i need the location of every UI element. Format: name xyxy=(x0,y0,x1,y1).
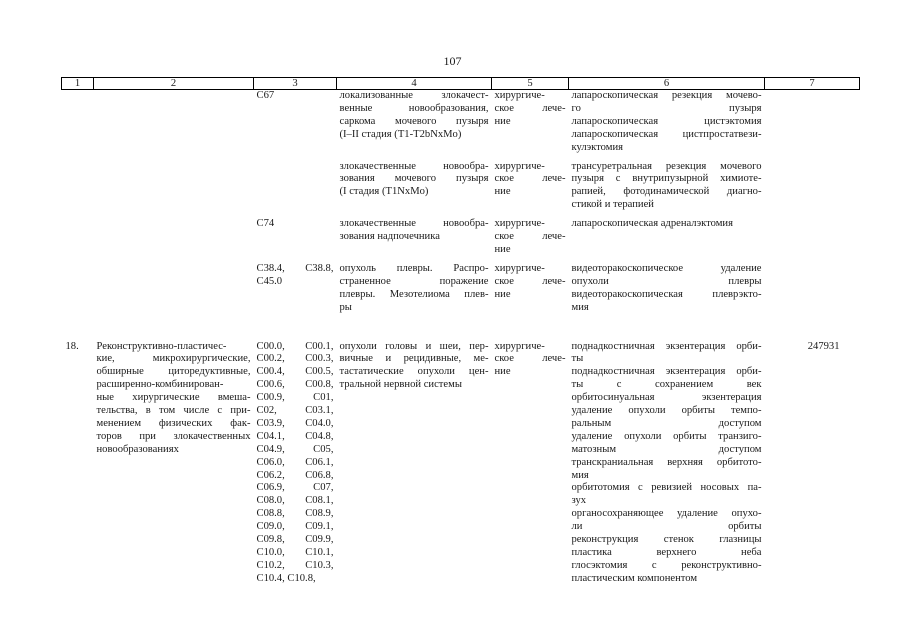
icd-codes xyxy=(254,257,337,315)
row-number xyxy=(62,257,94,315)
text-line: злокачественные новообра- xyxy=(339,160,489,172)
text-line: тастатические опухоли цен- xyxy=(339,366,489,378)
text-line: Реконструктивно-пластичес- xyxy=(96,340,227,352)
text-line: ние xyxy=(494,366,511,378)
table-body xyxy=(62,90,860,586)
text-line: торов при злокачественных xyxy=(96,430,251,442)
text-line: мия xyxy=(571,301,589,313)
price xyxy=(765,212,860,257)
text-line: удаление опухоли орбиты темпо- xyxy=(571,405,762,417)
row-number xyxy=(62,155,94,213)
text-line: вичные и рецидивные, ме- xyxy=(339,353,489,365)
icd-code-line: C06.2, C06.8, xyxy=(256,469,334,481)
row-number xyxy=(62,315,94,586)
icd-code-line: C10.4, C10.8, xyxy=(256,572,316,584)
icd-code-line: C10.0, C10.1, xyxy=(256,547,334,558)
treatment-type xyxy=(492,315,569,586)
icd-codes xyxy=(254,212,337,257)
table-row xyxy=(62,257,860,315)
icd-code-line: C04.9, C05, xyxy=(256,443,334,455)
text-line: зования надпочечника xyxy=(339,231,440,243)
procedure-group-name xyxy=(94,90,254,155)
text-line: трансуретральная резекция мочевого xyxy=(571,160,762,172)
text-line: органосохраняющее удаление опухо- xyxy=(571,508,762,520)
text-line: опухоли головы и шеи, пер- xyxy=(339,340,489,352)
diagnosis-description xyxy=(337,155,492,213)
text-line: ли орбиты xyxy=(571,521,762,533)
text-line: хирургиче- xyxy=(494,340,545,352)
text-line: кулэктомия xyxy=(571,141,623,153)
text-line: реконструкция стенок глазницы xyxy=(571,534,762,546)
header-row xyxy=(62,78,860,90)
column-header: 5 xyxy=(492,78,569,90)
icd-code-line: C00.9, C01, xyxy=(256,392,334,404)
text-line: стикой и терапией xyxy=(571,199,654,211)
text-line: тральной нервной системы xyxy=(339,379,462,391)
text-line: саркома мочевого пузыря xyxy=(339,115,489,127)
text-line: ты с сохранением век xyxy=(571,379,762,391)
text-line: транскраниальная верхняя орбитото- xyxy=(571,456,762,468)
text-line: поднадкостничная экзентерация орби- xyxy=(571,340,762,352)
text-line: ральным доступом xyxy=(571,417,762,429)
text-line: пластическим компонентом xyxy=(571,572,698,584)
text-line: матозным доступом xyxy=(571,443,762,455)
text-line: ское лече- xyxy=(494,275,566,287)
icd-codes xyxy=(254,315,337,586)
text-line: орбитотомия с ревизией носовых па- xyxy=(571,482,762,494)
text-line: мия xyxy=(571,469,589,481)
diagnosis-description xyxy=(337,90,492,155)
text-line: пузыря с внутрипузырной химиоте- xyxy=(571,173,762,185)
text-line: опухоли плевры xyxy=(571,275,762,287)
icd-codes xyxy=(254,90,337,155)
icd-code-line: C03.9, C04.0, xyxy=(256,417,334,429)
page-number: 107 xyxy=(443,54,462,68)
text-line: страненное поражение xyxy=(339,275,489,287)
text-line: менением физических фак- xyxy=(96,417,251,429)
text-line: злокачественные новообра- xyxy=(339,218,489,230)
text-line: лапароскопическая цистэктомия xyxy=(571,115,762,127)
procedure-group-name xyxy=(94,257,254,315)
text-line: кие, микрохирургические, xyxy=(96,353,251,365)
icd-code-line: C38.4, C38.8, xyxy=(256,262,334,274)
treatment-methods xyxy=(569,212,765,257)
text-line: ные хирургические вмеша- xyxy=(96,392,251,404)
icd-code-line: C00.0, C00.1, xyxy=(256,340,334,352)
icd-code-line: C06.0, C06.1, xyxy=(256,456,334,468)
table-row xyxy=(62,90,860,155)
text-line: хирургиче- xyxy=(494,262,545,274)
price xyxy=(765,257,860,315)
icd-code-line: C00.4, C00.5, xyxy=(256,366,334,378)
text-line: (I–II стадия (T1-T2bNxMo) xyxy=(339,128,462,140)
text-line: зования мочевого пузыря xyxy=(339,173,489,185)
treatment-methods xyxy=(569,90,765,155)
table-row xyxy=(62,212,860,257)
icd-code-line: C04.1, C04.8, xyxy=(256,430,334,442)
table-row xyxy=(62,315,860,586)
text-line: ры xyxy=(339,301,352,313)
text-line: ское лече- xyxy=(494,102,566,114)
text-line: ние xyxy=(494,288,511,300)
procedures-table xyxy=(61,77,860,586)
treatment-type xyxy=(492,257,569,315)
procedure-group-name xyxy=(94,155,254,213)
text-line: ское лече- xyxy=(494,173,566,185)
text-line: локализованные злокачест- xyxy=(339,90,489,101)
text-line: видеоторакоскопическое удаление xyxy=(571,262,762,274)
text-line: зух xyxy=(571,495,587,507)
text-line: хирургиче- xyxy=(494,218,545,230)
icd-code-line: C02, C03.1, xyxy=(256,405,334,417)
icd-code-line: C06.9, C07, xyxy=(256,482,334,494)
diagnosis-description xyxy=(337,315,492,586)
icd-code-line: C67 xyxy=(256,90,275,101)
icd-code-line: C09.0, C09.1, xyxy=(256,521,334,533)
text-line: ское лече- xyxy=(494,231,566,243)
text-line: рапией, фотодинамической диагно- xyxy=(571,186,762,198)
text-line: глосэктомия с реконструктивно- xyxy=(571,559,762,571)
text-line: лапароскопическая резекция мочево- xyxy=(571,90,762,101)
row-number-text: 18. xyxy=(65,340,79,352)
icd-code-line: C10.2, C10.3, xyxy=(256,559,334,571)
text-line: видеоторакоскопическая плеврэкто- xyxy=(571,288,762,300)
column-header: 3 xyxy=(254,78,337,90)
price-value: 247931 xyxy=(807,340,840,352)
price xyxy=(765,90,860,155)
row-number xyxy=(62,212,94,257)
procedure-group-name xyxy=(94,212,254,257)
price xyxy=(765,315,860,586)
column-header: 6 xyxy=(569,78,765,90)
text-line: орбитосинуальная экзентерация xyxy=(571,392,762,404)
row-number xyxy=(62,90,94,155)
icd-code-line: C45.0 xyxy=(256,275,283,287)
treatment-type xyxy=(492,212,569,257)
treatment-methods xyxy=(569,257,765,315)
text-line: опухоль плевры. Распро- xyxy=(339,262,489,274)
text-line: пластика верхнего неба xyxy=(571,547,762,558)
icd-code-line: C08.0, C08.1, xyxy=(256,495,334,507)
text-line: лапароскопическая адреналэктомия xyxy=(571,218,733,230)
table-row xyxy=(62,155,860,213)
text-line: обширные циторедуктивные, xyxy=(96,366,251,378)
column-header: 1 xyxy=(62,78,94,90)
column-header: 2 xyxy=(94,78,254,90)
text-line: расширенно-комбинирован- xyxy=(96,379,224,391)
treatment-type xyxy=(492,155,569,213)
text-line: хирургиче- xyxy=(494,90,545,101)
text-line: ние xyxy=(494,115,511,127)
text-line: хирургиче- xyxy=(494,160,545,172)
column-header: 4 xyxy=(337,78,492,90)
text-line: венные новообразования, xyxy=(339,102,489,114)
procedure-group-name xyxy=(94,315,254,586)
text-line: го пузыря xyxy=(571,102,762,114)
treatment-methods xyxy=(569,315,765,586)
icd-code-line: C00.2, C00.3, xyxy=(256,353,334,365)
column-header: 7 xyxy=(765,78,860,90)
icd-code-line: C00.6, C00.8, xyxy=(256,379,334,391)
icd-code-line: C09.8, C09.9, xyxy=(256,534,334,546)
text-line: (I стадия (T1NxMo) xyxy=(339,186,429,198)
text-line: новообразованиях xyxy=(96,443,179,455)
text-line: ское лече- xyxy=(494,353,566,365)
text-line: ты xyxy=(571,353,584,365)
text-line: тельства, в том числе с при- xyxy=(96,405,251,417)
treatment-methods xyxy=(569,155,765,213)
text-line: поднадкостничная экзентерация орби- xyxy=(571,366,762,378)
icd-code-line: C08.8, C08.9, xyxy=(256,508,334,520)
text-line: ние xyxy=(494,186,511,198)
diagnosis-description xyxy=(337,257,492,315)
text-line: удаление опухоли орбиты транзиго- xyxy=(571,430,762,442)
treatment-type xyxy=(492,90,569,155)
diagnosis-description xyxy=(337,212,492,257)
icd-code-line: C74 xyxy=(256,218,275,230)
text-line: плевры. Мезотелиома плев- xyxy=(339,288,489,300)
text-line: ние xyxy=(494,243,511,255)
text-line: лапароскопическая цистпростатвези- xyxy=(571,128,762,140)
price xyxy=(765,155,860,213)
icd-codes xyxy=(254,155,337,213)
